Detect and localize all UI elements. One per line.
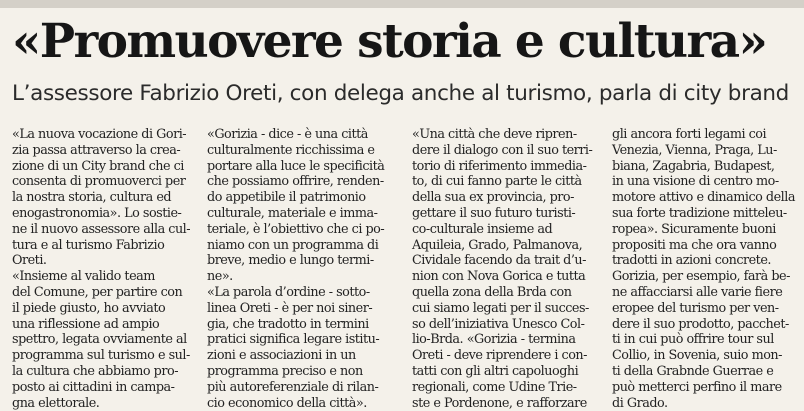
text-line: ste e Pordenone, e rafforzare [412, 395, 587, 411]
text-line: che possiamo offrire, renden- [207, 174, 384, 190]
text-line: di Grado. [612, 395, 668, 411]
text-line: tatti con gli altri capoluoghi [412, 363, 579, 379]
text-line: tura e al turismo Fabrizio [12, 237, 165, 253]
text-line: una riflessione ad ampio [12, 316, 160, 332]
text-line: do appetibile il patrimonio [207, 190, 366, 206]
text-line: ti della Grabnde Guerrae e [612, 363, 774, 379]
text-line: «Gorizia - dice - è una città [207, 127, 368, 142]
text-line: il piede giusto, ho avviato [12, 300, 166, 316]
text-line: culturale, materiale e imma- [207, 205, 378, 221]
text-line: consenta di promuoverci per [12, 174, 186, 190]
text-line: programma sul turismo e sul- [12, 348, 190, 364]
text-line: motore attivo e dinamico della [612, 190, 795, 206]
text-line: zione di un City brand che ci [12, 158, 184, 174]
headline: «Promuovere storia e cultura» [12, 14, 767, 69]
text-line: ne». [207, 269, 233, 285]
text-line: nion con Nova Gorica e tutta [412, 269, 586, 285]
text-line: gna elettorale. [12, 395, 100, 411]
text-line: linea Oreti - è per noi siner- [207, 300, 373, 316]
article-column-4 [612, 127, 798, 411]
article-column-3 [412, 127, 598, 411]
text-line: cio economico della città». [207, 395, 367, 411]
text-line: pratici significa legare istitu- [207, 332, 380, 348]
text-line: Oreti - deve riprendere i con- [412, 348, 587, 364]
text-line: quella zona della Brda con [412, 284, 572, 300]
text-line: eropee del turismo per ven- [612, 300, 779, 316]
text-line: co-culturale insieme ad [412, 221, 553, 237]
text-line: culturalmente ricchissima e [207, 142, 375, 158]
text-line: propositi ma che ora vanno [612, 237, 777, 253]
text-line: più autoreferenziale di rilan- [207, 379, 379, 395]
text-line: spettro, legata ovviamente al [12, 332, 187, 348]
text-line: ne il nuovo assessore alla cul- [12, 221, 191, 237]
text-line: gettare il suo futuro turisti- [412, 205, 576, 221]
text-line: torio di riferimento immedia- [412, 158, 587, 174]
text-line: gli ancora forti legami coi [612, 127, 767, 142]
text-line: Aquileia, Grado, Palmanova, [412, 237, 583, 253]
text-line: può metterci perfino il mare [612, 379, 782, 395]
top-divider-bar [0, 0, 804, 8]
text-line: ti in cui può offrire tour sul [612, 332, 774, 348]
article-column-1 [12, 127, 198, 411]
text-line: portare alla luce le specificità [207, 158, 385, 174]
text-line: breve, medio e lungo termi- [207, 253, 374, 269]
text-line: sua forte tradizione mitteleu- [612, 205, 787, 221]
text-line: Oreti. [12, 253, 47, 269]
text-line: Collio, in Sovenia, suio mon- [612, 348, 782, 364]
text-line: Venezia, Vienna, Praga, Lu- [612, 142, 777, 158]
text-line: gia, che tradotto in termini [207, 316, 369, 332]
article-column-2 [207, 127, 393, 411]
text-line: ne affacciarsi alle varie fiere [612, 284, 783, 300]
text-line: niamo con un programma di [207, 237, 379, 253]
text-line: zia passa attraverso la crea- [12, 142, 181, 158]
text-line: cui siamo legati per il succes- [412, 300, 589, 316]
text-line: Cividale facendo da trait d’u- [412, 253, 586, 269]
text-line: «Una città che deve ripren- [412, 127, 577, 142]
text-line: Gorizia, per esempio, farà be- [612, 269, 790, 285]
text-line: lio-Brda. «Gorizia - termina [412, 332, 576, 348]
text-line: in una visione di centro mo- [612, 174, 779, 190]
text-line: dere il suo prodotto, pacchet- [612, 316, 789, 332]
text-line: enogastronomia». Lo sostie- [12, 205, 182, 221]
text-line: posto ai cittadini in campa- [12, 379, 175, 395]
text-line: so dell’iniziativa Unesco Col- [412, 316, 585, 332]
text-line: «La nuova vocazione di Gori- [12, 127, 187, 142]
text-line: «La parola d’ordine - sotto- [207, 284, 370, 300]
text-line: biana, Zagabria, Budapest, [612, 158, 775, 174]
subheadline: L’assessore Fabrizio Oreti, con delega anche al turismo, parla di city brand [12, 81, 789, 106]
text-line: la nostra storia, cultura ed [12, 190, 172, 206]
text-line: della sua ex provincia, pro- [412, 190, 574, 206]
text-line: tradotti in azioni concrete. [612, 253, 771, 269]
text-line: programma preciso e non [207, 363, 363, 379]
text-line: ropea». Sicuramente buoni [612, 221, 776, 237]
text-line: dere il dialogo con il suo terri- [412, 142, 593, 158]
text-line: la cultura che abbiamo pro- [12, 363, 179, 379]
text-line: zioni e associazioni in un [207, 348, 356, 364]
text-line: del Comune, per partire con [12, 284, 183, 300]
text-line: teriale, è l’obiettivo che ci po- [207, 221, 385, 237]
text-line: «Insieme al valido team [12, 269, 155, 285]
text-line: to, di cui fanno parte le città [412, 174, 582, 190]
text-line: regionali, come Udine Trie- [412, 379, 577, 395]
